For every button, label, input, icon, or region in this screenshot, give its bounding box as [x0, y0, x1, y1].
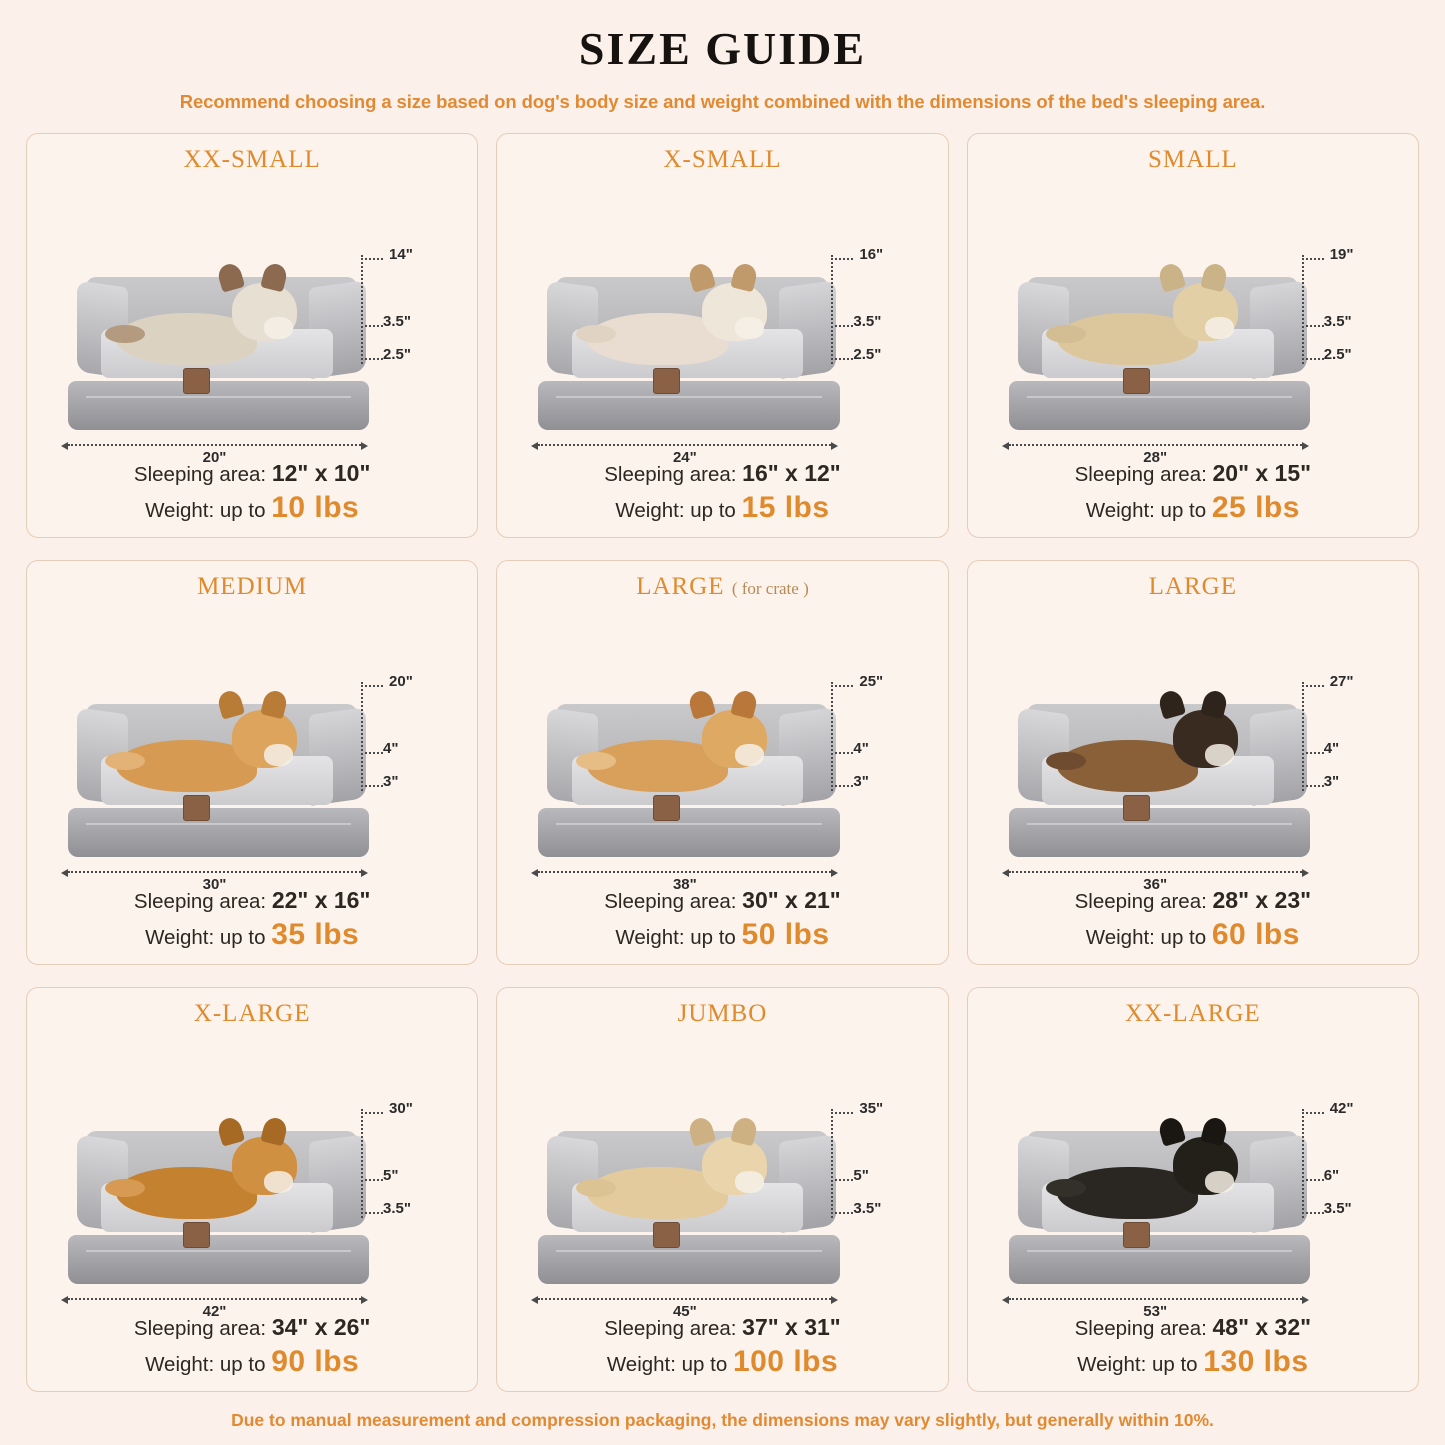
dimension-tick	[1306, 325, 1324, 327]
size-name: MEDIUM	[197, 573, 308, 600]
mattress-height-label: 3.5"	[1323, 1199, 1352, 1217]
sleeping-area-value: 20" x 15"	[1212, 460, 1312, 486]
depth-label: 42"	[1329, 1100, 1354, 1118]
dimension-tick	[365, 1212, 383, 1214]
height-dimensions	[829, 1097, 929, 1248]
dimension-tick	[365, 785, 383, 787]
width-dimension-line	[1009, 444, 1302, 466]
size-name: X-LARGE	[193, 1000, 311, 1027]
size-card	[496, 133, 948, 538]
bed-illustration	[984, 603, 1402, 893]
weight-value: 90 lbs	[271, 1345, 360, 1378]
dimension-tick	[835, 785, 853, 787]
sleeping-area-value: 34" x 26"	[271, 1314, 371, 1340]
brand-tag	[183, 368, 210, 394]
dog-graphic	[1057, 1118, 1238, 1219]
bed-base	[538, 381, 839, 430]
depth-label: 30"	[389, 1100, 413, 1118]
width-dimension-line	[68, 1298, 361, 1320]
dimension-tick	[835, 358, 853, 360]
dimension-tick	[1306, 752, 1324, 754]
sleeping-area-prefix: Sleeping area:	[133, 463, 272, 486]
bed-illustration	[43, 1030, 461, 1320]
dog-ear-left-icon	[1157, 1116, 1187, 1148]
width-dimension-line	[68, 444, 361, 466]
dimension-tick	[1306, 1179, 1324, 1181]
height-dimensions	[359, 1097, 459, 1248]
dimension-tick	[835, 258, 853, 260]
dimension-tick	[1306, 1212, 1324, 1214]
width-label: 20"	[202, 449, 227, 466]
depth-label: 19"	[1329, 246, 1354, 264]
width-dimension-line	[538, 871, 831, 893]
mattress-height-label: 3.5"	[383, 1199, 411, 1217]
dog-bed-graphic	[68, 1122, 369, 1284]
brand-tag	[653, 368, 680, 394]
mattress-height-label: 3"	[1323, 772, 1340, 790]
weight-line	[980, 918, 1406, 952]
width-label: 45"	[672, 1303, 697, 1320]
dog-tail	[105, 1179, 145, 1197]
bed-base	[68, 808, 369, 857]
weight-value: 60 lbs	[1211, 918, 1300, 951]
weight-value: 15 lbs	[741, 491, 830, 524]
height-dimensions	[359, 243, 459, 394]
brand-tag	[1123, 368, 1150, 394]
dog-graphic	[116, 1118, 297, 1219]
weight-value: 25 lbs	[1211, 491, 1300, 524]
dog-bed-graphic	[538, 1122, 839, 1284]
width-dimension-line	[68, 871, 361, 893]
sleeping-area-value: 16" x 12"	[742, 460, 841, 486]
dog-graphic	[587, 691, 768, 792]
weight-line	[509, 491, 935, 525]
dog-graphic	[1057, 264, 1238, 365]
dog-muzzle	[735, 744, 764, 766]
height-dimensions	[1300, 670, 1400, 821]
size-card-info	[39, 887, 465, 952]
size-card-info	[39, 460, 465, 525]
dog-graphic	[587, 1118, 768, 1219]
size-card	[967, 987, 1419, 1392]
dog-ear-left-icon	[1157, 262, 1187, 294]
bed-base	[1009, 808, 1310, 857]
weight-line	[39, 491, 465, 525]
page-subtitle: Recommend choosing a size based on dog's body size and weight combined with the dimensions of the bed's sleeping area.	[179, 91, 1266, 112]
dog-muzzle	[1205, 317, 1234, 339]
dog-muzzle	[735, 317, 764, 339]
size-card-title	[980, 1000, 1406, 1028]
width-label: 38"	[672, 876, 697, 893]
size-name: LARGE	[1148, 573, 1237, 600]
size-card-info	[980, 460, 1406, 525]
sleeping-area-prefix: Sleeping area:	[1074, 890, 1213, 913]
weight-prefix: Weight: up to	[606, 1353, 733, 1376]
size-card	[26, 133, 478, 538]
dimension-tick	[365, 685, 383, 687]
dog-tail	[105, 752, 145, 770]
mattress-height-label: 2.5"	[383, 345, 411, 363]
sleeping-area-value: 37" x 31"	[742, 1314, 841, 1340]
depth-label: 14"	[389, 246, 413, 264]
dog-tail	[576, 752, 616, 770]
brand-tag	[653, 795, 680, 821]
size-name: LARGE	[636, 573, 725, 600]
size-card	[967, 560, 1419, 965]
dog-bed-graphic	[68, 268, 369, 430]
size-card-info	[39, 1314, 465, 1379]
size-card-title	[509, 573, 935, 601]
bed-base	[1009, 381, 1310, 430]
size-card-title	[39, 573, 465, 601]
dog-muzzle	[1205, 1171, 1234, 1193]
dog-tail	[1046, 752, 1086, 770]
dimension-tick	[365, 1112, 383, 1114]
brand-tag	[183, 1222, 210, 1248]
width-dimension-line	[538, 444, 831, 466]
size-card-title	[509, 146, 935, 174]
weight-value: 10 lbs	[271, 491, 360, 524]
sleeping-area-prefix: Sleeping area:	[1074, 1317, 1213, 1340]
dog-graphic	[116, 264, 297, 365]
height-dimensions	[829, 670, 929, 821]
size-card-info	[509, 887, 935, 952]
dimension-tick	[835, 1179, 853, 1181]
bolster-height-label: 3.5"	[1323, 312, 1352, 330]
bed-base	[68, 1235, 369, 1284]
height-dimensions	[1300, 1097, 1400, 1248]
width-label: 36"	[1143, 876, 1168, 893]
page-title: SIZE GUIDE	[578, 23, 867, 74]
bolster-height-label: 3.5"	[853, 312, 882, 330]
disclaimer-note: Due to manual measurement and compression packaging, the dimensions may vary slightly, but generally within 10%.	[231, 1410, 1214, 1430]
weight-value: 100 lbs	[732, 1345, 839, 1378]
size-card-info	[980, 887, 1406, 952]
size-name: SMALL	[1147, 146, 1238, 173]
depth-label: 20"	[389, 673, 413, 691]
weight-prefix: Weight: up to	[145, 499, 272, 522]
sleeping-area-prefix: Sleeping area:	[1074, 463, 1213, 486]
size-card-info	[509, 1314, 935, 1379]
mattress-height-label: 2.5"	[853, 345, 882, 363]
dimension-tick	[1306, 1112, 1324, 1114]
dog-tail	[576, 1179, 616, 1197]
size-card-title	[39, 146, 465, 174]
dog-muzzle	[264, 317, 293, 339]
weight-prefix: Weight: up to	[1077, 1353, 1204, 1376]
width-label: 30"	[202, 876, 227, 893]
dimension-tick	[1306, 785, 1324, 787]
dimension-tick	[835, 685, 853, 687]
dimension-tick	[835, 325, 853, 327]
size-card	[967, 133, 1419, 538]
height-dimensions	[1300, 243, 1400, 394]
mattress-height-label: 3"	[853, 772, 869, 790]
bed-illustration	[513, 176, 931, 466]
weight-prefix: Weight: up to	[145, 1353, 272, 1376]
bed-illustration	[513, 603, 931, 893]
dog-tail	[105, 325, 145, 343]
dog-bed-graphic	[538, 695, 839, 857]
size-name: JUMBO	[677, 1000, 768, 1027]
bed-illustration	[43, 176, 461, 466]
weight-prefix: Weight: up to	[145, 926, 272, 949]
weight-line	[39, 1345, 465, 1379]
bed-illustration	[43, 603, 461, 893]
dimension-tick	[1306, 258, 1324, 260]
size-name: XX-LARGE	[1124, 1000, 1261, 1027]
size-card-info	[980, 1314, 1406, 1379]
size-card-title	[980, 573, 1406, 601]
depth-label: 35"	[859, 1100, 884, 1118]
bed-illustration	[513, 1030, 931, 1320]
dog-muzzle	[264, 744, 293, 766]
size-card	[26, 560, 478, 965]
size-name: X-SMALL	[663, 146, 782, 173]
sleeping-area-value: 28" x 23"	[1212, 887, 1312, 913]
height-dimensions	[359, 670, 459, 821]
sleeping-area-value: 22" x 16"	[271, 887, 371, 913]
sleeping-area-prefix: Sleeping area:	[604, 890, 743, 913]
brand-tag	[1123, 795, 1150, 821]
width-dimension-line	[1009, 871, 1302, 893]
weight-line	[39, 918, 465, 952]
dog-bed-graphic	[68, 695, 369, 857]
brand-tag	[1123, 1222, 1150, 1248]
bed-base	[68, 381, 369, 430]
size-note: ( for crate )	[731, 579, 809, 598]
dog-bed-graphic	[1009, 1122, 1310, 1284]
sleeping-area-prefix: Sleeping area:	[133, 1317, 272, 1340]
weight-prefix: Weight: up to	[1085, 926, 1212, 949]
width-dimension-line	[1009, 1298, 1302, 1320]
dog-graphic	[587, 264, 768, 365]
sleeping-area-prefix: Sleeping area:	[604, 1317, 743, 1340]
mattress-height-label: 2.5"	[1323, 345, 1352, 363]
bed-illustration	[984, 1030, 1402, 1320]
bed-illustration	[984, 176, 1402, 466]
depth-label: 27"	[1329, 673, 1354, 691]
weight-line	[980, 491, 1406, 525]
dimension-tick	[835, 752, 853, 754]
size-card-title	[509, 1000, 935, 1028]
dog-muzzle	[264, 1171, 293, 1193]
dog-bed-graphic	[538, 268, 839, 430]
size-card	[26, 987, 478, 1392]
dimension-tick	[365, 325, 383, 327]
width-dimension-line	[538, 1298, 831, 1320]
width-label: 28"	[1143, 449, 1168, 466]
weight-line	[980, 1345, 1406, 1379]
size-card	[496, 987, 948, 1392]
weight-prefix: Weight: up to	[615, 499, 742, 522]
dimension-tick	[365, 258, 383, 260]
mattress-height-label: 3"	[383, 772, 399, 790]
size-card	[496, 560, 948, 965]
brand-tag	[183, 795, 210, 821]
bolster-height-label: 5"	[853, 1166, 869, 1184]
dog-bed-graphic	[1009, 695, 1310, 857]
dog-muzzle	[1205, 744, 1234, 766]
sleeping-area-prefix: Sleeping area:	[604, 463, 743, 486]
sleeping-area-prefix: Sleeping area:	[133, 890, 272, 913]
size-name: XX-SMALL	[183, 146, 321, 173]
dimension-tick	[365, 1179, 383, 1181]
sleeping-area-value: 12" x 10"	[271, 460, 371, 486]
size-card-info	[509, 460, 935, 525]
bed-base	[538, 808, 839, 857]
bolster-height-label: 4"	[383, 739, 399, 757]
mattress-height-label: 3.5"	[853, 1199, 882, 1217]
dimension-tick	[835, 1212, 853, 1214]
brand-tag	[653, 1222, 680, 1248]
weight-value: 130 lbs	[1203, 1345, 1309, 1378]
width-label: 53"	[1143, 1303, 1168, 1320]
size-card-grid	[26, 133, 1419, 1392]
sleeping-area-value: 30" x 21"	[742, 887, 841, 913]
sleeping-area-value: 48" x 32"	[1212, 1314, 1312, 1340]
weight-prefix: Weight: up to	[615, 926, 742, 949]
dog-tail	[576, 325, 616, 343]
weight-line	[509, 1345, 935, 1379]
width-label: 42"	[202, 1303, 227, 1320]
height-dimensions	[829, 243, 929, 394]
dimension-tick	[365, 752, 383, 754]
dimension-tick	[835, 1112, 853, 1114]
bed-base	[538, 1235, 839, 1284]
dimension-tick	[1306, 685, 1324, 687]
weight-value: 35 lbs	[271, 918, 360, 951]
bolster-height-label: 4"	[853, 739, 869, 757]
bolster-height-label: 6"	[1323, 1166, 1340, 1184]
size-card-title	[980, 146, 1406, 174]
dog-graphic	[1057, 691, 1238, 792]
depth-label: 16"	[859, 246, 884, 264]
dog-tail	[1046, 325, 1086, 343]
dimension-tick	[365, 358, 383, 360]
size-card-title	[39, 1000, 465, 1028]
dog-tail	[1046, 1179, 1086, 1197]
width-label: 24"	[672, 449, 697, 466]
weight-line	[509, 918, 935, 952]
bed-base	[1009, 1235, 1310, 1284]
bolster-height-label: 5"	[383, 1166, 399, 1184]
weight-prefix: Weight: up to	[1085, 499, 1212, 522]
dimension-tick	[1306, 358, 1324, 360]
dog-graphic	[116, 691, 297, 792]
bolster-height-label: 3.5"	[383, 312, 411, 330]
dog-bed-graphic	[1009, 268, 1310, 430]
bolster-height-label: 4"	[1323, 739, 1340, 757]
dog-ear-left-icon	[1157, 689, 1187, 721]
weight-value: 50 lbs	[741, 918, 830, 951]
dog-muzzle	[735, 1171, 764, 1193]
depth-label: 25"	[859, 673, 884, 691]
